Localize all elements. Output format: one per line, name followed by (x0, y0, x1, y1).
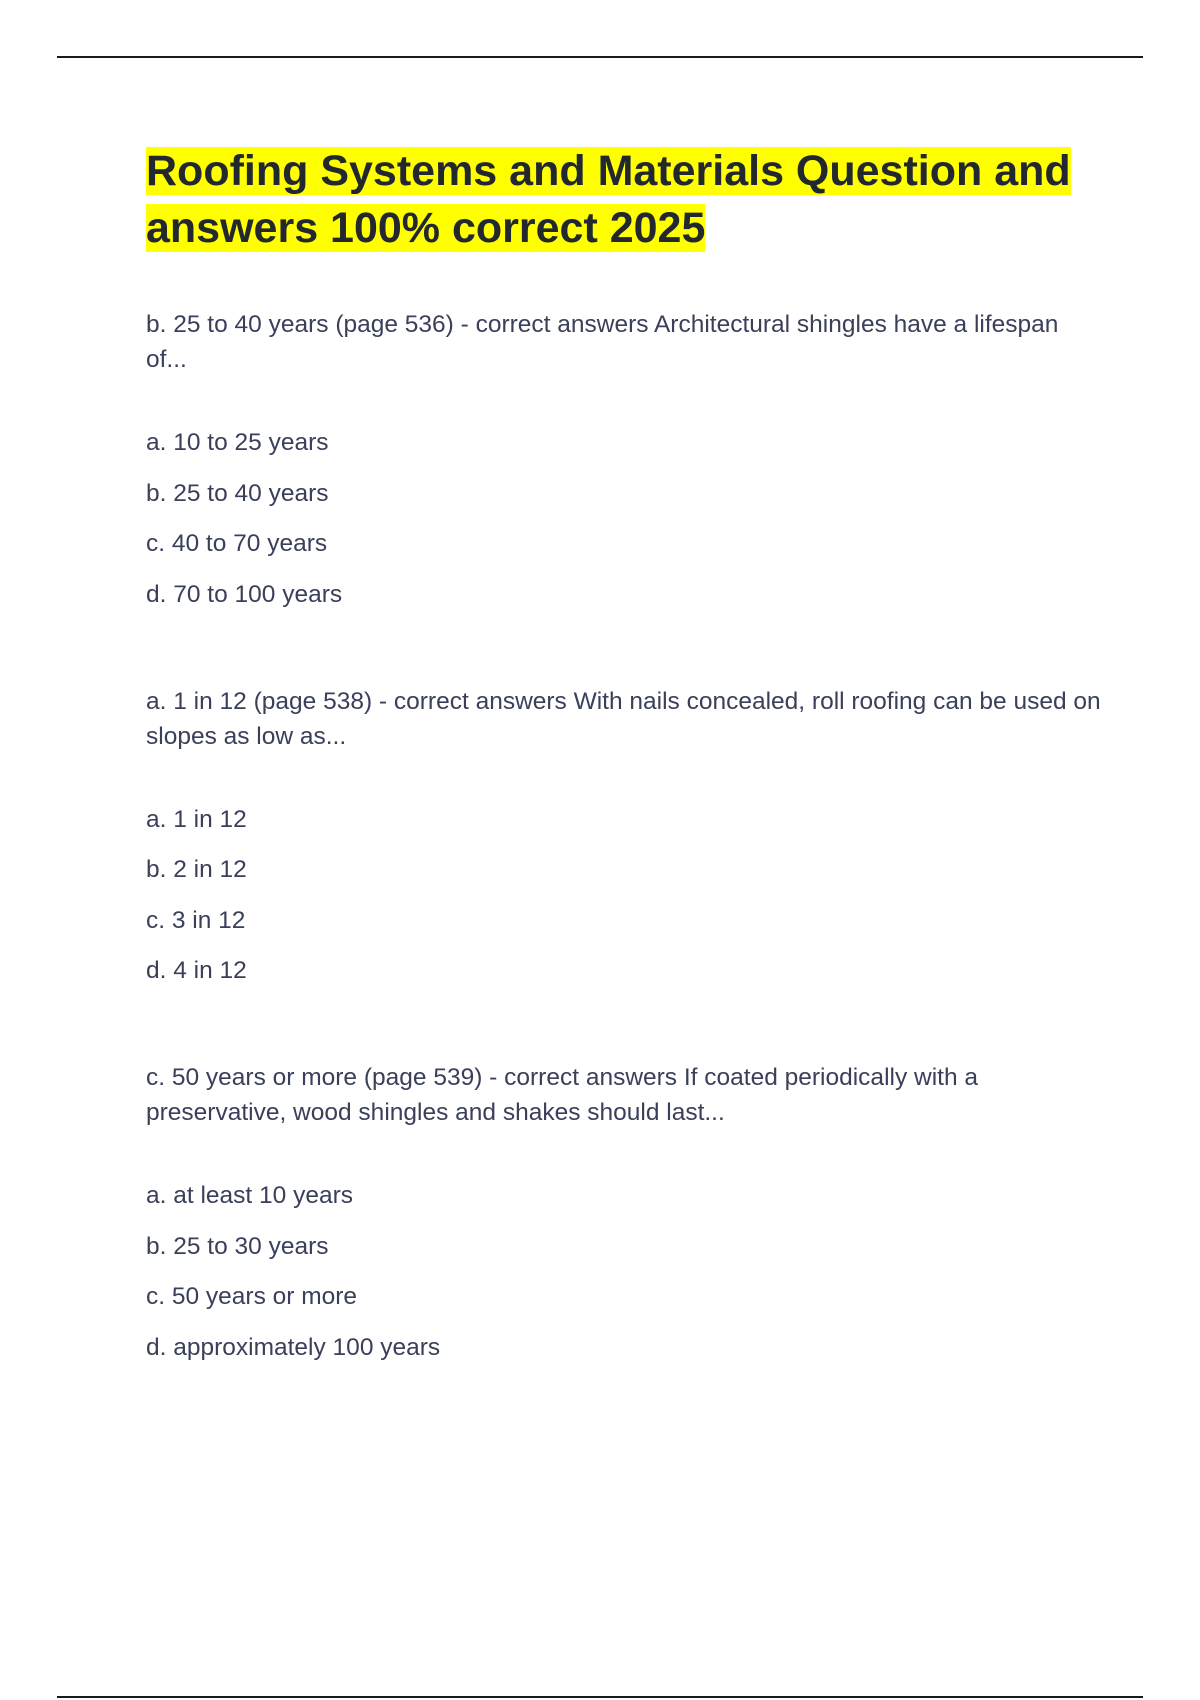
question-text: b. 25 to 40 years (page 536) - correct answers Architectural shingles have a lifespan of... (146, 311, 1059, 373)
option-item: c. 3 in 12 (146, 906, 246, 934)
top-divider (57, 56, 1143, 58)
page-title (146, 143, 1106, 257)
option-item: b. 2 in 12 (146, 856, 247, 883)
option-item: d. approximately 100 years (146, 1333, 441, 1361)
option-item: a. 1 in 12 (146, 805, 247, 833)
option-item: d. 70 to 100 years (146, 580, 343, 608)
options-list (146, 802, 1106, 989)
options-list (146, 425, 1106, 612)
bottom-divider (57, 1696, 1143, 1698)
qa-block-2 (146, 684, 1106, 989)
option-item: a. 10 to 25 years (146, 429, 329, 456)
question-text: a. 1 in 12 (page 538) - correct answers With nails concealed, roll roofing can be used on slopes as low as... (146, 687, 1101, 750)
qa-block-3 (146, 1060, 1106, 1365)
option-item: b. 25 to 30 years (146, 1232, 329, 1260)
option-item: b. 25 to 40 years (146, 479, 329, 507)
options-list (146, 1178, 1106, 1365)
qa-block-1 (146, 307, 1106, 612)
option-item: c. 40 to 70 years (146, 530, 328, 557)
option-item: a. at least 10 years (146, 1182, 354, 1209)
document-body (146, 143, 1106, 1365)
option-item: d. 4 in 12 (146, 957, 247, 984)
option-item: c. 50 years or more (146, 1283, 358, 1310)
title-highlight: Roofing Systems and Materials Question and answers 100% correct 2025 (146, 147, 1071, 252)
question-text: c. 50 years or more (page 539) - correct answers If coated periodically with a preservative, wood shingles and shakes should last... (146, 1064, 979, 1126)
